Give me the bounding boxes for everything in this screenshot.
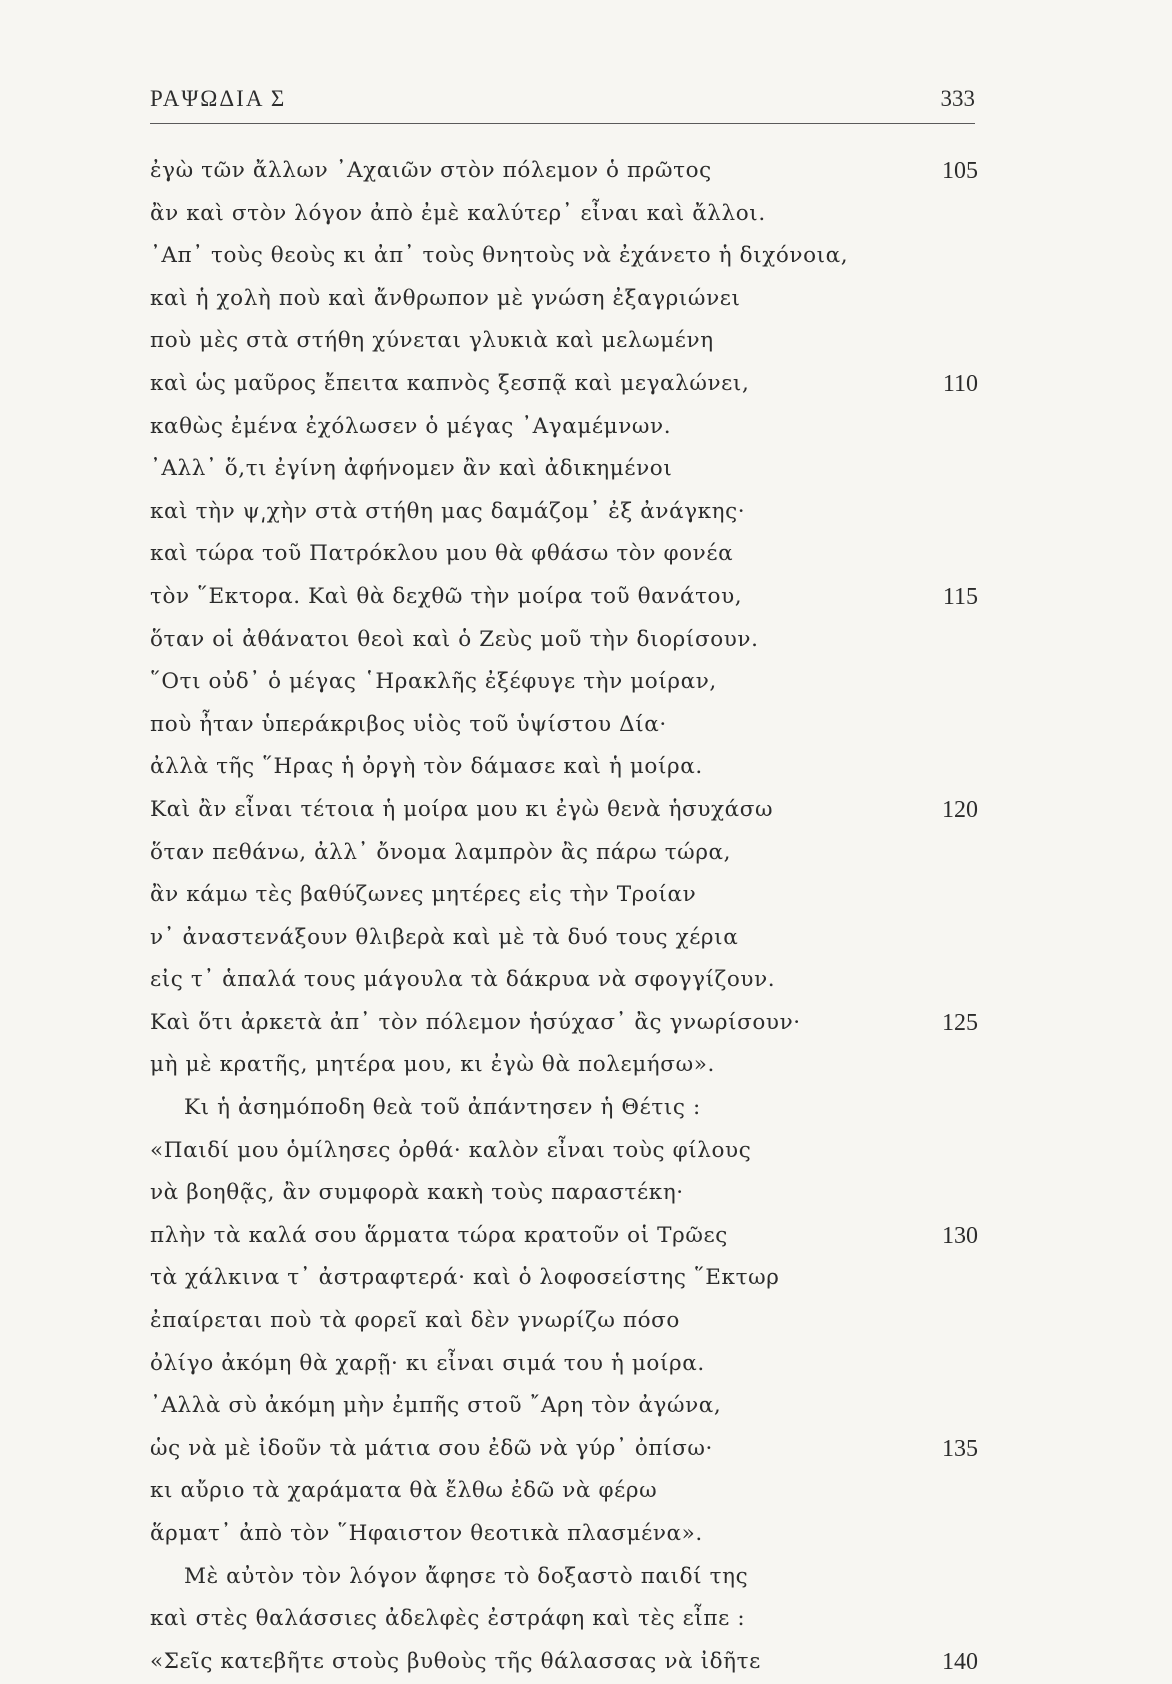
verse-line <box>150 193 980 236</box>
verse-text: ᾿Απ᾿ τοὺς θεοὺς κι ἀπ᾿ τοὺς θνητοὺς νὰ ἐχάνετο ἡ διχόνοια, <box>150 243 849 269</box>
verse-text: Καὶ ἂν εἶναι τέτοια ἡ μοίρα μου κι ἐγὼ θενὰ ἡσυχάσω <box>150 796 774 822</box>
verse-line <box>150 1428 980 1471</box>
line-number: 130 <box>942 1222 978 1249</box>
verse-text: πλὴν τὰ καλά σου ἅρματα τώρα κρατοῦν οἱ Τρῶες <box>150 1222 728 1248</box>
verse-line <box>150 746 980 789</box>
verse-text: εἰς τ᾿ ἁπαλά τους μάγουλα τὰ δάκρυα νὰ σφογγίζουν. <box>150 967 776 993</box>
verse-text: Μὲ αὐτὸν τὸν λόγον ἄφησε τὸ δοξαστὸ παιδί της <box>184 1563 749 1589</box>
verse-text: ν᾿ ἀναστενάξουν θλιβερὰ καὶ μὲ τὰ δυό τους χέρια <box>150 924 739 950</box>
verse-text: Κι ἡ ἀσημόποδη θεὰ τοῦ ἀπάντησεν ἡ Θέτις : <box>184 1095 701 1121</box>
verse-text: ὅταν οἱ ἀθάνατοι θεοὶ καὶ ὁ Ζεὺς μοῦ τὴν διορίσουν. <box>150 626 759 652</box>
verse-line <box>150 320 980 363</box>
verse-text: μὴ μὲ κρατῆς, μητέρα μου, κι ἐγὼ θὰ πολεμήσω». <box>150 1052 715 1078</box>
verse-line <box>150 1470 980 1513</box>
running-head <box>150 86 975 120</box>
verse-line <box>150 576 980 619</box>
line-number: 140 <box>942 1648 978 1675</box>
verse-text: ποὺ μὲς στὰ στήθη χύνεται γλυκιὰ καὶ μελωμένη <box>150 328 714 354</box>
verse-text: ἐπαίρεται ποὺ τὰ φορεῖ καὶ δὲν γνωρίζω πόσο <box>150 1308 680 1334</box>
verse-text: ὅταν πεθάνω, ἀλλ᾿ ὄνομα λαμπρὸν ἂς πάρω τώρα, <box>150 839 732 865</box>
verse-line <box>150 1087 980 1130</box>
verse-text: ἐγὼ τῶν ἄλλων ᾿Αχαιῶν στὸν πόλεμον ὁ πρῶτος <box>150 158 712 183</box>
verse-text: ἂν κάμω τὲς βαθύζωνες μητέρες εἰς τὴν Τροίαν <box>150 882 697 908</box>
verse-line <box>150 1641 980 1684</box>
verse-text: ἂν καὶ στὸν λόγον ἀπὸ ἐμὲ καλύτερ᾿ εἶναι καὶ ἄλλοι. <box>150 200 766 226</box>
verse-line <box>150 661 980 704</box>
verse-line <box>150 789 980 832</box>
verse-line <box>150 1172 980 1215</box>
verse-text: νὰ βοηθᾷς, ἂν συμφορὰ κακὴ τοὺς παραστέκη· <box>150 1180 684 1206</box>
verse-text: καὶ στὲς θαλάσσιες ἀδελφὲς ἐστράφη καὶ τὲς εἶπε : <box>150 1606 746 1632</box>
verse-line <box>150 959 980 1002</box>
verse-text: τὸν ῞Εκτορα. Καὶ θὰ δεχθῶ τὴν μοίρα τοῦ θανάτου, <box>150 583 743 609</box>
verse-text: ᾿Αλλὰ σὺ ἀκόμη μὴν ἐμπῆς στοῦ ῎Αρη τὸν ἀγώνα, <box>150 1393 722 1419</box>
verse-text: καὶ ὡς μαῦρος ἔπειτα καπνὸς ξεσπᾷ καὶ μεγαλώνει, <box>150 370 750 396</box>
verse-line <box>150 406 980 449</box>
line-number: 120 <box>942 796 978 823</box>
verse-line <box>150 1556 980 1599</box>
verse-line <box>150 235 980 278</box>
line-number: 105 <box>942 158 978 184</box>
verse-text: κι αὔριο τὰ χαράματα θὰ ἔλθω ἐδῶ νὰ φέρω <box>150 1478 658 1504</box>
verse-line <box>150 1044 980 1087</box>
header-rule <box>150 123 975 124</box>
verse-line <box>150 278 980 321</box>
verse-text: καὶ τώρα τοῦ Πατρόκλου μου θὰ φθάσω τὸν φονέα <box>150 541 734 567</box>
verse-text: «Σεῖς κατεβῆτε στοὺς βυθοὺς τῆς θάλασσας νὰ ἰδῆτε <box>150 1648 761 1674</box>
verse-line <box>150 619 980 662</box>
verse-line <box>150 874 980 917</box>
verse-text: «Παιδί μου ὁμίλησες ὀρθά· καλὸν εἶναι τοὺς φίλους <box>150 1137 752 1163</box>
verse-text: Καὶ ὅτι ἀρκετὰ ἀπ᾿ τὸν πόλεμον ἡσύχασ᾿ ἂς γνωρίσουν· <box>150 1009 801 1035</box>
line-number: 135 <box>942 1435 978 1462</box>
verse-text: καὶ ἡ χολὴ ποὺ καὶ ἄνθρωπον μὲ γνώση ἐξαγριώνει <box>150 285 741 311</box>
verse-line <box>150 1257 980 1300</box>
verse-line <box>150 533 980 576</box>
verse-text: τὰ χάλκινα τ᾿ ἀστραφτερά· καὶ ὁ λοφοσείστης ῞Εκτωρ <box>150 1265 780 1291</box>
verse-line <box>150 1130 980 1173</box>
line-number: 110 <box>942 370 978 397</box>
verse-list <box>150 150 980 1683</box>
verse-line <box>150 1300 980 1343</box>
running-title: ΡΑΨΩΔΙΑ Σ <box>150 86 287 111</box>
verse-text: καθὼς ἐμένα ἐχόλωσεν ὁ μέγας ᾿Αγαμέμνων. <box>150 413 672 439</box>
verse-text: καὶ τὴν ψ͵χὴν στὰ στήθη μας δαμάζομ᾿ ἐξ ἀνάγκης· <box>150 498 746 524</box>
verse-line <box>150 1385 980 1428</box>
verse-text: ἅρματ᾿ ἀπὸ τὸν ῞Ηφαιστον θεοτικὰ πλασμένα». <box>150 1521 703 1546</box>
verse-line <box>150 832 980 875</box>
verse-text: ᾿Αλλ᾿ ὅ,τι ἐγίνη ἀφήνομεν ἂν καὶ ἀδικημένοι <box>150 456 673 482</box>
verse-line <box>150 704 980 747</box>
verse-line <box>150 1343 980 1386</box>
verse-text: ἀλλὰ τῆς ῞Ηρας ἡ ὀργὴ τὸν δάμασε καὶ ἡ μοίρα. <box>150 754 703 780</box>
verse-text: ὡς νὰ μὲ ἰδοῦν τὰ μάτια σου ἐδῶ νὰ γύρ᾿ ὀπίσω· <box>150 1435 713 1461</box>
verse-line <box>150 491 980 534</box>
verse-line <box>150 1513 980 1556</box>
verse-text: ῞Οτι οὐδ᾿ ὁ μέγας ῾Ηρακλῆς ἐξέφυγε τὴν μοίραν, <box>150 669 717 695</box>
verse-line <box>150 1002 980 1045</box>
verse-line <box>150 448 980 491</box>
verse-line <box>150 363 980 406</box>
verse-text: ποὺ ἦταν ὑπεράκριβος υἱὸς τοῦ ὑψίστου Δία· <box>150 711 667 737</box>
line-number: 125 <box>942 1009 978 1036</box>
line-number: 115 <box>942 583 978 610</box>
verse-text: ὀλίγο ἀκόμη θὰ χαρῇ· κι εἶναι σιμά του ἡ μοίρα. <box>150 1350 705 1376</box>
verse-line <box>150 150 980 193</box>
page-number: 333 <box>940 86 975 111</box>
verse-line <box>150 917 980 960</box>
verse-line <box>150 1215 980 1258</box>
verse-line <box>150 1598 980 1641</box>
